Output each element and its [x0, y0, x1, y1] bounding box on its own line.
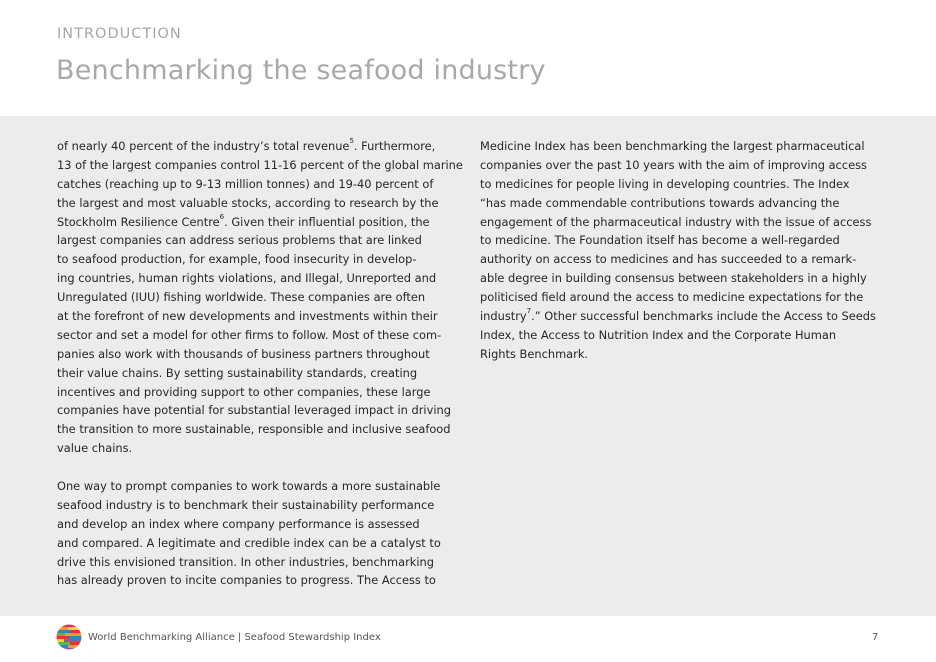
text-segment: to medicines for people living in developing countries. The Index	[480, 176, 850, 191]
text-line	[57, 307, 457, 326]
paragraph-gap	[57, 458, 457, 477]
text-segment: incentives and providing support to other companies, these large	[57, 384, 431, 399]
text-segment: the transition to more sustainable, responsible and inclusive seafood	[57, 422, 451, 437]
text-segment: industry	[480, 309, 527, 324]
text-segment: their value chains. By setting sustainability standards, creating	[57, 365, 418, 380]
text-segment: and develop an index where company performance is assessed	[57, 516, 420, 531]
text-segment: panies also work with thousands of business partners throughout	[57, 346, 430, 361]
text-segment: value chains.	[57, 441, 133, 456]
footnote-ref: 6	[219, 212, 225, 221]
footnote-ref: 7	[526, 307, 532, 316]
text-line	[57, 213, 457, 232]
text-line	[480, 231, 885, 250]
text-line	[57, 288, 457, 307]
text-segment: Unregulated (IUU) fishing worldwide. These companies are often	[57, 290, 426, 305]
text-segment: largest companies can address serious problems that are linked	[57, 233, 422, 248]
left-text-column	[57, 137, 463, 590]
text-line	[57, 231, 457, 250]
text-line	[57, 326, 457, 345]
text-segment: able degree in building consensus between stakeholders in a highly	[480, 271, 867, 286]
text-segment: . Given their influential position, the	[224, 214, 430, 229]
text-line	[480, 156, 885, 175]
text-line	[480, 175, 885, 194]
text-line	[57, 420, 457, 439]
text-line	[480, 307, 885, 326]
footnote-ref: 5	[349, 137, 354, 145]
text-line	[480, 269, 885, 288]
text-line	[57, 156, 463, 175]
text-line	[57, 496, 457, 515]
text-segment: drive this envisioned transition. In other industries, benchmarking	[57, 554, 434, 569]
text-line	[57, 515, 457, 534]
text-segment: has already proven to incite companies to progress. The Access to	[57, 573, 436, 588]
text-segment: ing countries, human rights violations, and Illegal, Unreported and	[57, 271, 437, 286]
text-line	[57, 250, 457, 269]
text-segment: of nearly 40 percent of the industry’s total revenue	[57, 139, 350, 153]
text-segment: to seafood production, for example, food insecurity in develop-	[57, 252, 417, 267]
text-segment: seafood industry is to benchmark their sustainability performance	[57, 497, 435, 512]
text-segment: One way to prompt companies to work towards a more sustainable	[57, 479, 441, 494]
text-line	[57, 269, 457, 288]
text-line	[480, 288, 885, 307]
text-segment: the largest and most valuable stocks, according to research by the	[57, 195, 439, 210]
footer-publication-title: World Benchmarking Alliance | Seafood Stewardship Index	[88, 632, 381, 643]
text-segment: . Furthermore,	[353, 139, 436, 153]
text-line	[57, 194, 457, 213]
text-segment: authority on access to medicines and has succeeded to a remark-	[480, 252, 857, 267]
text-segment: sector and set a model for other firms to follow. Most of these com-	[57, 327, 442, 342]
text-segment: Index, the Access to Nutrition Index and the Corporate Human	[480, 327, 837, 342]
right-text-column	[480, 137, 885, 364]
text-line	[480, 137, 885, 156]
text-line	[480, 250, 885, 269]
page-title: Benchmarking the seafood industry	[56, 55, 546, 86]
section-label: INTRODUCTION	[57, 26, 182, 42]
text-segment: politicised field around the access to medicine expectations for the	[480, 290, 864, 305]
world-benchmarking-alliance-logo-icon	[56, 624, 82, 650]
text-line	[57, 364, 457, 383]
text-line	[57, 383, 457, 402]
text-segment: and compared. A legitimate and credible index can be a catalyst to	[57, 535, 441, 550]
page-header	[0, 0, 936, 116]
text-segment: catches (reaching up to 9-13 million tonnes) and 19-40 percent of	[57, 176, 434, 191]
text-segment: companies have potential for substantial leveraged impact in driving	[57, 403, 451, 418]
text-segment: .” Other successful benchmarks include the Access to Seeds	[531, 309, 876, 324]
text-line	[57, 571, 457, 590]
text-segment: companies over the past 10 years with the aim of improving access	[480, 157, 867, 172]
text-line	[480, 345, 885, 364]
text-line	[480, 213, 885, 232]
text-segment: 13 of the largest companies control 11-16 percent of the global marine	[57, 157, 463, 172]
text-line	[57, 534, 457, 553]
text-segment: to medicine. The Foundation itself has become a well-regarded	[480, 233, 840, 248]
text-line	[480, 326, 885, 345]
text-line	[57, 477, 457, 496]
text-segment: Medicine Index has been benchmarking the largest pharmaceutical	[480, 139, 865, 153]
text-line	[57, 439, 457, 458]
text-line	[57, 137, 457, 156]
text-line	[480, 194, 885, 213]
text-segment: Rights Benchmark.	[480, 346, 589, 361]
text-line	[57, 401, 457, 420]
text-line	[57, 553, 457, 572]
text-segment: at the forefront of new developments and investments within their	[57, 309, 438, 324]
text-segment: engagement of the pharmaceutical industry with the issue of access	[480, 214, 872, 229]
text-line	[57, 345, 457, 364]
page-number: 7	[872, 632, 879, 643]
text-line	[57, 175, 457, 194]
text-segment: Stockholm Resilience Centre	[57, 214, 220, 229]
text-segment: “has made commendable contributions towards advancing the	[480, 195, 840, 210]
